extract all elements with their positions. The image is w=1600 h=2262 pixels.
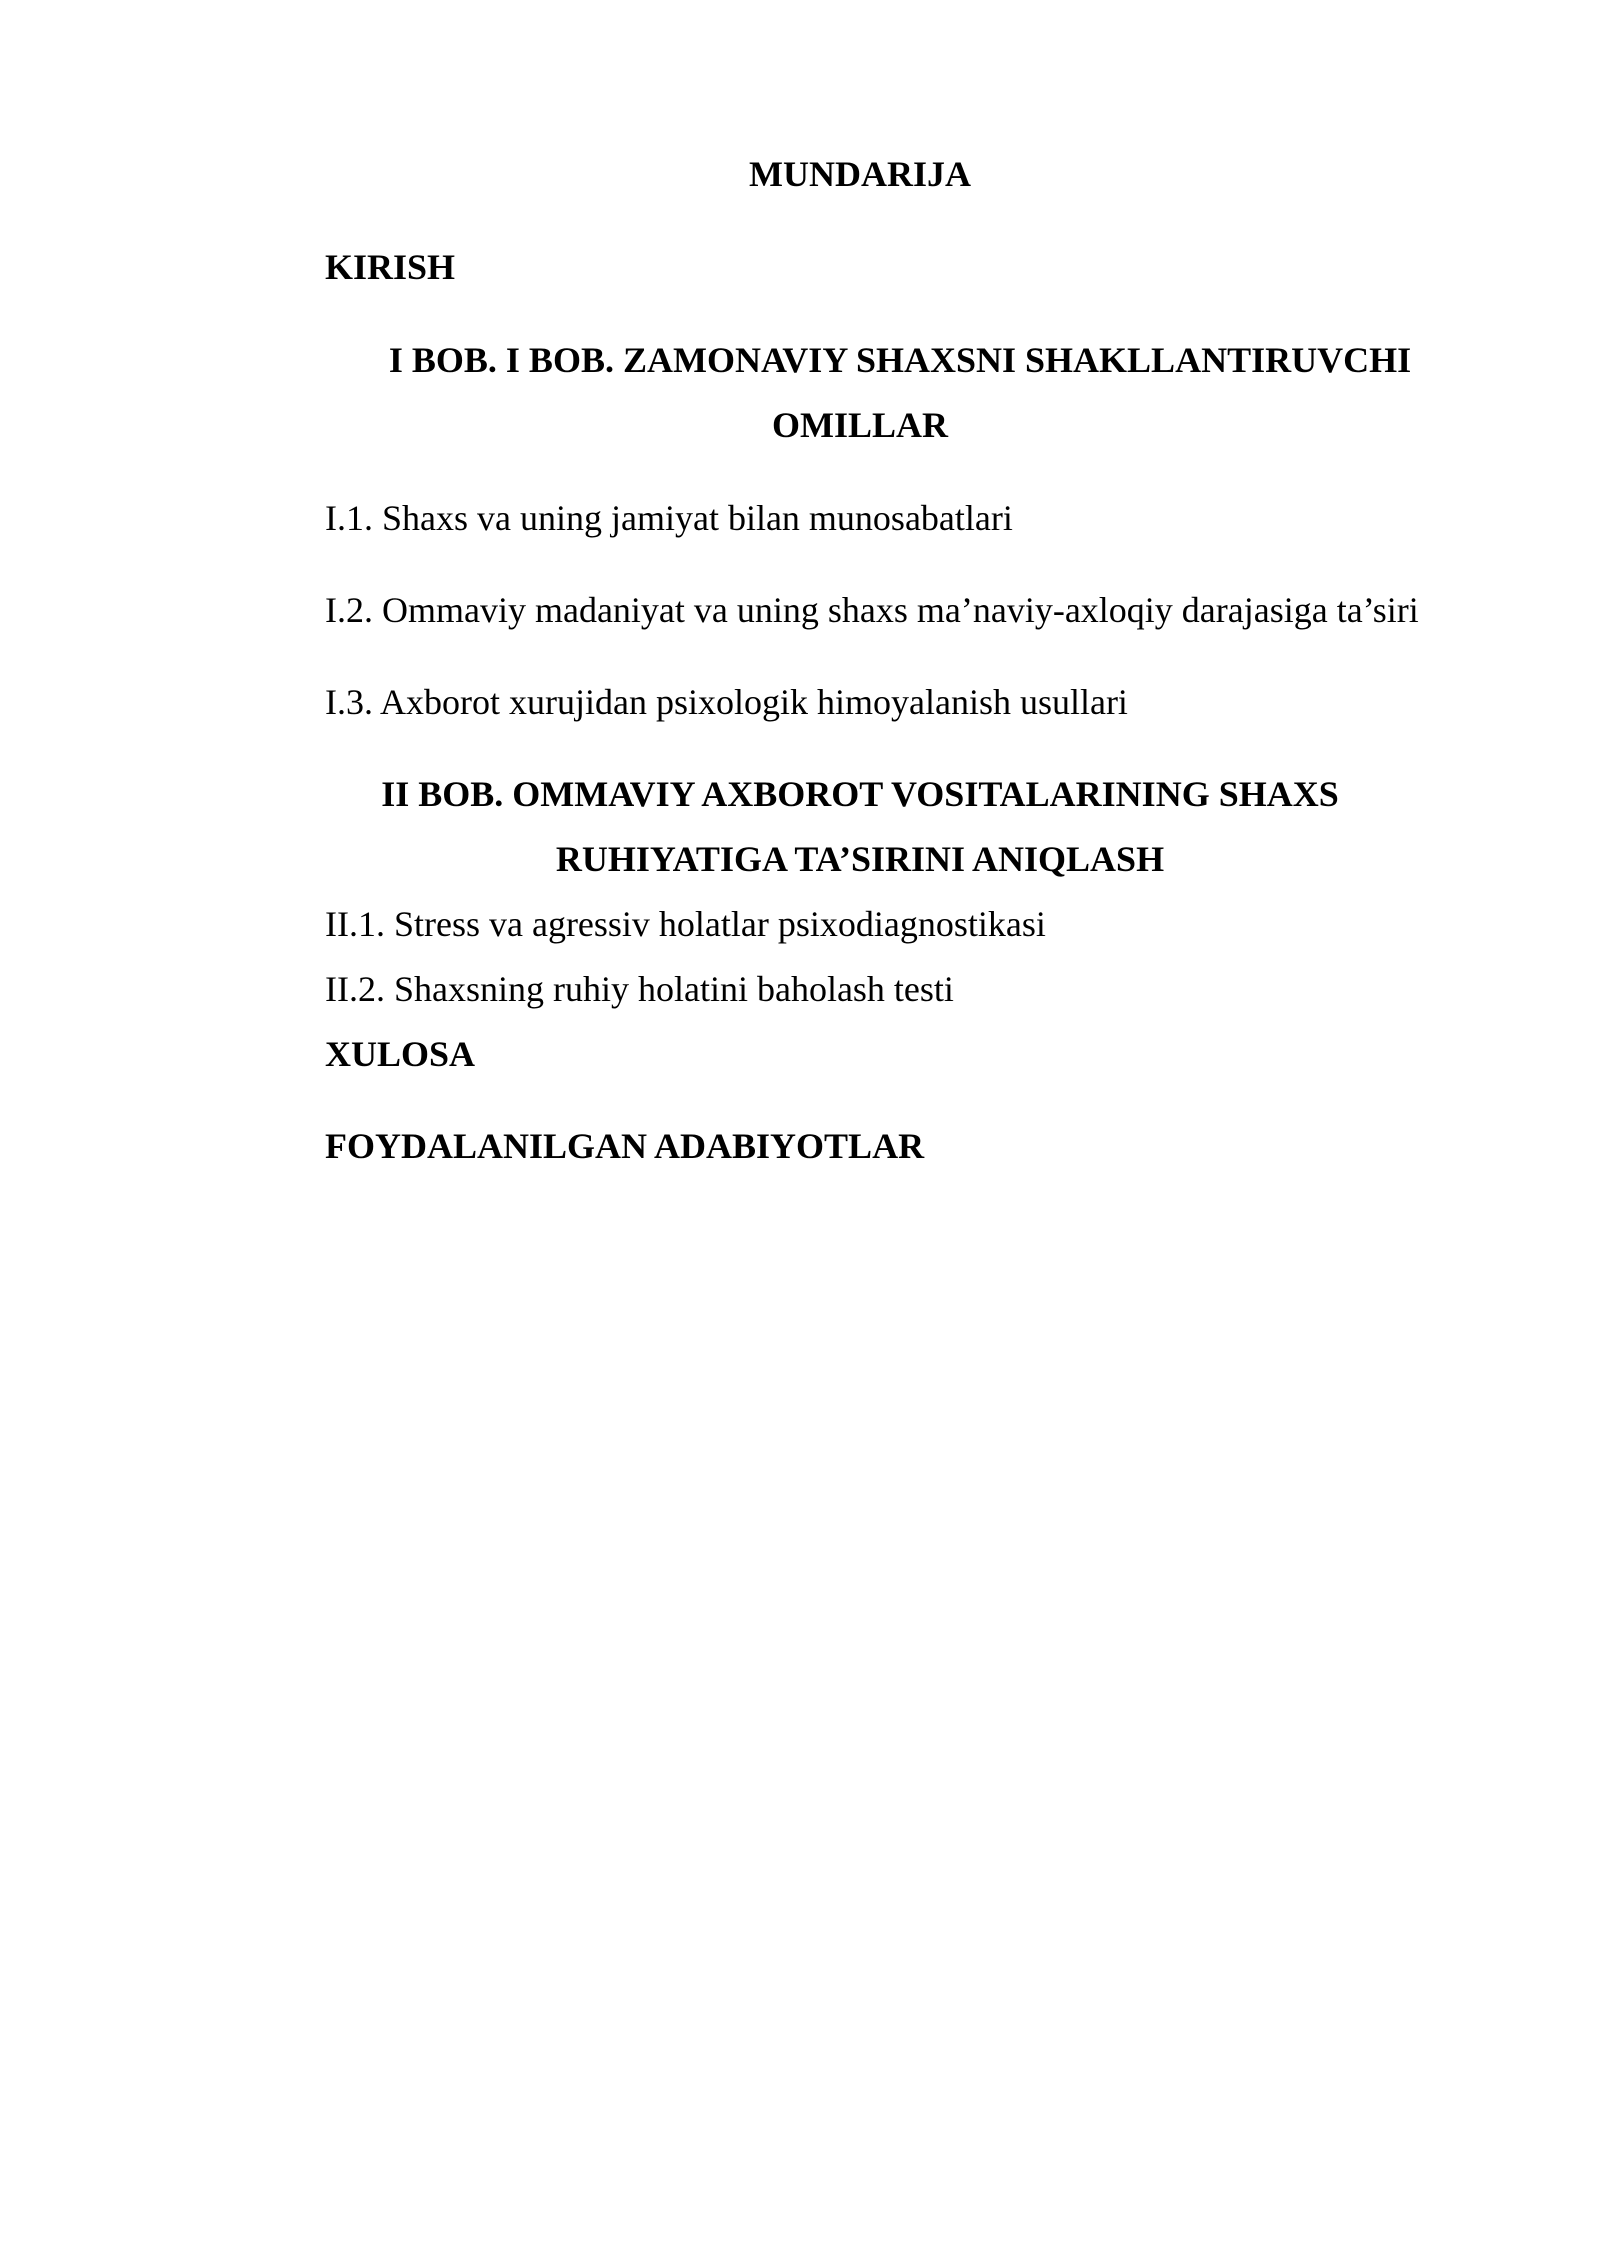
toc-item-section-2-1: II.1. Stress va agressiv holatlar psixodiagnostikasi: [325, 904, 1046, 944]
chapter1-heading-line1: I BOB. I BOB. ZAMONAVIY SHAXSNI SHAKLLANTIRUVCHI: [388, 340, 1412, 380]
toc-item-section-1-3: I.3. Axborot xurujidan psixologik himoyalanish usullari: [325, 682, 1128, 722]
toc-item-section-1-2: I.2. Ommaviy madaniyat va uning shaxs ma’naviy-axloqiy darajasiga ta’siri: [325, 590, 1419, 630]
chapter2-heading-line1: II BOB. OMMAVIY AXBOROT VOSITALARINING SHAXS: [381, 774, 1339, 814]
toc-item-conclusion: XULOSA: [325, 1034, 476, 1074]
toc-item-section-1-1: I.1. Shaxs va uning jamiyat bilan munosabatlari: [325, 498, 1013, 538]
toc-item-intro: KIRISH: [325, 247, 456, 287]
chapter1-heading-line2: OMILLAR: [771, 405, 948, 445]
toc-item-references: FOYDALANILGAN ADABIYOTLAR: [325, 1126, 925, 1166]
toc-item-section-2-2: II.2. Shaxsning ruhiy holatini baholash testi: [325, 969, 954, 1009]
chapter2-heading-line2: RUHIYATIGA TA’SIRINI ANIQLASH: [555, 839, 1165, 879]
toc-title: MUNDARIJA: [749, 154, 971, 194]
